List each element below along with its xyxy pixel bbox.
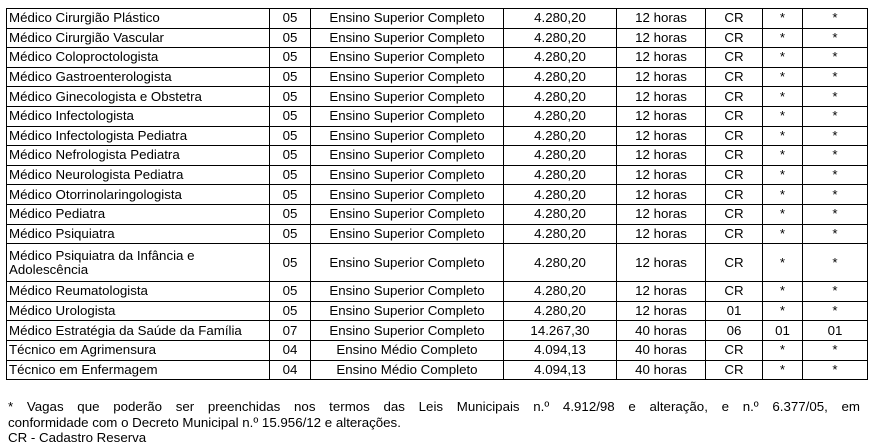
cell-cr: CR (706, 87, 763, 107)
cell-salary: 4.094,13 (504, 360, 617, 380)
cell-education: Ensino Superior Completo (311, 126, 504, 146)
footnote-line-2: conformidade com o Decreto Municipal n.º 15.956/12 e alterações. (8, 414, 401, 430)
cell-role: Médico Psiquiatra da Infância e Adolescência (7, 244, 270, 282)
cell-cr: CR (706, 146, 763, 166)
cell-salary: 4.280,20 (504, 67, 617, 87)
cell-vacancies: 05 (270, 146, 311, 166)
cell-education: Ensino Superior Completo (311, 9, 504, 29)
cell-vacancies: 04 (270, 360, 311, 380)
cr-legend: CR - Cadastro Reserva (8, 430, 147, 445)
cell-vacancies: 05 (270, 9, 311, 29)
cell-col8: * (803, 146, 868, 166)
cell-role: Médico Gastroenterologista (7, 67, 270, 87)
cell-col7: * (763, 67, 803, 87)
cell-col8: * (803, 340, 868, 360)
cell-col8: * (803, 48, 868, 68)
cell-workload: 40 horas (617, 340, 706, 360)
cell-col7: * (763, 340, 803, 360)
cell-workload: 12 horas (617, 146, 706, 166)
cell-workload: 40 horas (617, 321, 706, 341)
cell-cr: CR (706, 360, 763, 380)
cell-salary: 4.280,20 (504, 204, 617, 224)
cell-cr: CR (706, 28, 763, 48)
table-row (7, 204, 868, 224)
cell-role: Médico Pediatra (7, 204, 270, 224)
cell-role: Médico Otorrinolaringologista (7, 185, 270, 205)
cell-education: Ensino Superior Completo (311, 204, 504, 224)
cell-salary: 4.280,20 (504, 87, 617, 107)
cell-salary: 4.280,20 (504, 301, 617, 321)
cell-education: Ensino Superior Completo (311, 301, 504, 321)
table-row (7, 301, 868, 321)
cell-col7: * (763, 106, 803, 126)
cell-col7: * (763, 48, 803, 68)
table-row (7, 360, 868, 380)
cell-education: Ensino Médio Completo (311, 340, 504, 360)
cell-cr: CR (706, 224, 763, 244)
cell-col7: * (763, 301, 803, 321)
cell-education: Ensino Superior Completo (311, 48, 504, 68)
cell-vacancies: 05 (270, 185, 311, 205)
cell-education: Ensino Superior Completo (311, 185, 504, 205)
cell-workload: 12 horas (617, 185, 706, 205)
cell-col7: * (763, 224, 803, 244)
cell-role: Médico Reumatologista (7, 282, 270, 302)
cell-vacancies: 05 (270, 204, 311, 224)
cell-workload: 12 horas (617, 106, 706, 126)
cell-cr: CR (706, 106, 763, 126)
cell-col8: 01 (803, 321, 868, 341)
cell-workload: 12 horas (617, 87, 706, 107)
cell-col8: * (803, 106, 868, 126)
cell-col7: * (763, 244, 803, 282)
table-row (7, 146, 868, 166)
cell-col8: * (803, 9, 868, 29)
cell-salary: 4.280,20 (504, 244, 617, 282)
cell-col8: * (803, 165, 868, 185)
cell-workload: 12 horas (617, 9, 706, 29)
table-row (7, 87, 868, 107)
cell-vacancies: 05 (270, 87, 311, 107)
cell-col8: * (803, 67, 868, 87)
cell-col7: * (763, 282, 803, 302)
vacancies-table (6, 8, 868, 380)
cell-salary: 4.280,20 (504, 282, 617, 302)
cell-vacancies: 04 (270, 340, 311, 360)
table-row (7, 282, 868, 302)
cell-col7: 01 (763, 321, 803, 341)
cell-salary: 4.094,13 (504, 340, 617, 360)
cell-workload: 12 horas (617, 282, 706, 302)
cell-salary: 4.280,20 (504, 106, 617, 126)
cell-education: Ensino Superior Completo (311, 28, 504, 48)
table-row (7, 244, 868, 282)
table-row (7, 224, 868, 244)
cell-vacancies: 05 (270, 28, 311, 48)
table-row (7, 126, 868, 146)
cell-salary: 4.280,20 (504, 48, 617, 68)
cell-cr: CR (706, 204, 763, 224)
cell-cr: CR (706, 282, 763, 302)
cell-col7: * (763, 165, 803, 185)
cell-workload: 12 horas (617, 165, 706, 185)
cell-col8: * (803, 301, 868, 321)
cell-col8: * (803, 87, 868, 107)
cell-workload: 12 horas (617, 67, 706, 87)
cell-cr: CR (706, 165, 763, 185)
cell-vacancies: 07 (270, 321, 311, 341)
cell-workload: 12 horas (617, 28, 706, 48)
table-row (7, 9, 868, 29)
cell-education: Ensino Superior Completo (311, 165, 504, 185)
cell-col8: * (803, 282, 868, 302)
cell-vacancies: 05 (270, 224, 311, 244)
cell-workload: 40 horas (617, 360, 706, 380)
cell-workload: 12 horas (617, 48, 706, 68)
cell-role: Médico Ginecologista e Obstetra (7, 87, 270, 107)
footnote-line-1: * Vagas que poderão ser preenchidas nos termos das Leis Municipais n.º 4.912/98 e alteração, e n.º 6.377/05, em (8, 399, 860, 414)
footnote (8, 399, 860, 430)
cell-salary: 4.280,20 (504, 28, 617, 48)
cell-education: Ensino Superior Completo (311, 87, 504, 107)
cell-col8: * (803, 185, 868, 205)
table-row (7, 321, 868, 341)
cell-col7: * (763, 146, 803, 166)
table-row (7, 185, 868, 205)
cell-vacancies: 05 (270, 48, 311, 68)
cell-education: Ensino Superior Completo (311, 224, 504, 244)
cell-salary: 4.280,20 (504, 146, 617, 166)
cell-education: Ensino Superior Completo (311, 321, 504, 341)
cell-workload: 12 horas (617, 301, 706, 321)
cell-vacancies: 05 (270, 301, 311, 321)
cell-col8: * (803, 360, 868, 380)
cell-role: Médico Cirurgião Vascular (7, 28, 270, 48)
cell-salary: 4.280,20 (504, 165, 617, 185)
cell-role: Médico Infectologista Pediatra (7, 126, 270, 146)
cell-role: Técnico em Enfermagem (7, 360, 270, 380)
cell-col8: * (803, 224, 868, 244)
cell-salary: 14.267,30 (504, 321, 617, 341)
cell-role: Médico Psiquiatra (7, 224, 270, 244)
cell-role: Médico Urologista (7, 301, 270, 321)
cell-workload: 12 horas (617, 204, 706, 224)
cell-role: Médico Coloproctologista (7, 48, 270, 68)
cell-cr: CR (706, 9, 763, 29)
cell-workload: 12 horas (617, 224, 706, 244)
table-row (7, 340, 868, 360)
cell-vacancies: 05 (270, 106, 311, 126)
table-row (7, 106, 868, 126)
cell-col7: * (763, 126, 803, 146)
cell-col8: * (803, 204, 868, 224)
table-row (7, 165, 868, 185)
cell-col7: * (763, 185, 803, 205)
cell-col8: * (803, 28, 868, 48)
cell-role: Médico Neurologista Pediatra (7, 165, 270, 185)
cell-vacancies: 05 (270, 67, 311, 87)
cell-cr: CR (706, 185, 763, 205)
cell-col7: * (763, 87, 803, 107)
cell-vacancies: 05 (270, 282, 311, 302)
cell-education: Ensino Superior Completo (311, 146, 504, 166)
cell-col8: * (803, 244, 868, 282)
cell-cr: CR (706, 340, 763, 360)
table-body (7, 9, 868, 380)
table-row (7, 28, 868, 48)
cell-salary: 4.280,20 (504, 9, 617, 29)
cell-cr: CR (706, 244, 763, 282)
cell-salary: 4.280,20 (504, 185, 617, 205)
cell-role: Técnico em Agrimensura (7, 340, 270, 360)
cell-workload: 12 horas (617, 244, 706, 282)
cell-salary: 4.280,20 (504, 224, 617, 244)
cell-col7: * (763, 360, 803, 380)
cell-role: Médico Infectologista (7, 106, 270, 126)
cell-role: Médico Nefrologista Pediatra (7, 146, 270, 166)
cell-cr: CR (706, 48, 763, 68)
cell-role: Médico Cirurgião Plástico (7, 9, 270, 29)
cell-vacancies: 05 (270, 165, 311, 185)
cell-education: Ensino Superior Completo (311, 106, 504, 126)
cell-col7: * (763, 204, 803, 224)
cell-cr: CR (706, 126, 763, 146)
cell-workload: 12 horas (617, 126, 706, 146)
cell-salary: 4.280,20 (504, 126, 617, 146)
cell-col7: * (763, 9, 803, 29)
cell-education: Ensino Médio Completo (311, 360, 504, 380)
cell-cr: 06 (706, 321, 763, 341)
cell-education: Ensino Superior Completo (311, 244, 504, 282)
cell-cr: CR (706, 67, 763, 87)
table-row (7, 48, 868, 68)
cell-col8: * (803, 126, 868, 146)
table-row (7, 67, 868, 87)
cell-col7: * (763, 28, 803, 48)
cell-vacancies: 05 (270, 126, 311, 146)
cell-education: Ensino Superior Completo (311, 67, 504, 87)
cell-cr: 01 (706, 301, 763, 321)
cell-role: Médico Estratégia da Saúde da Família (7, 321, 270, 341)
cell-education: Ensino Superior Completo (311, 282, 504, 302)
cell-vacancies: 05 (270, 244, 311, 282)
